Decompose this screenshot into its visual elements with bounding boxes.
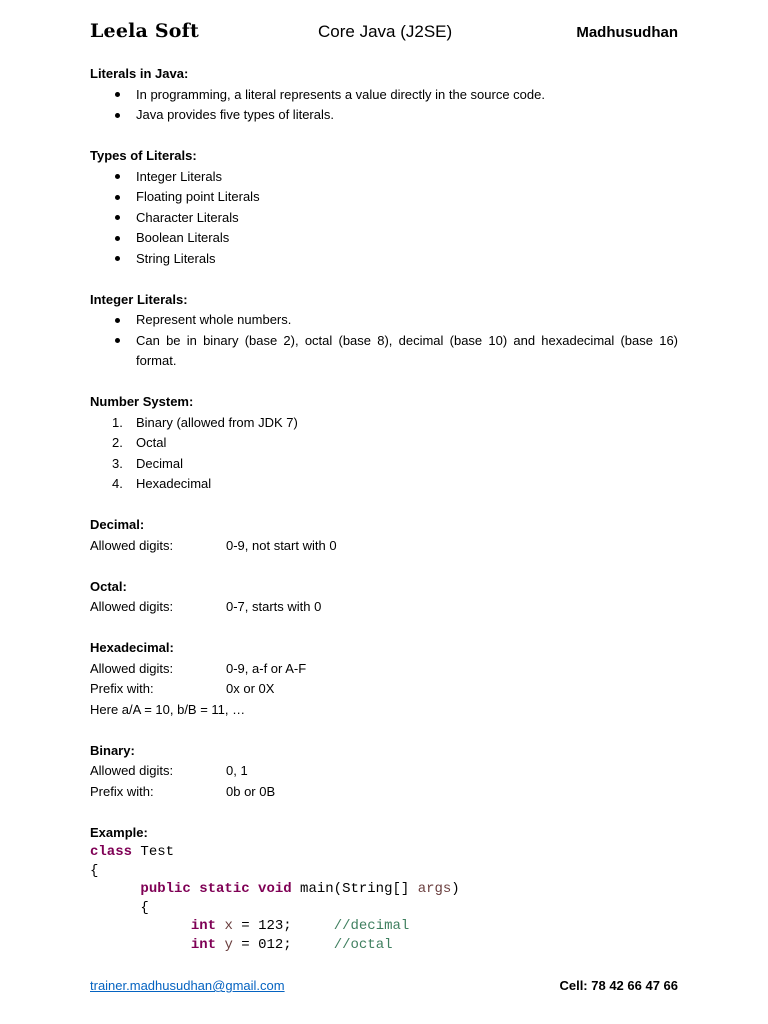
code-text: = 012; xyxy=(232,936,334,953)
list-text: Binary (allowed from JDK 7) xyxy=(136,414,298,430)
page-header xyxy=(90,20,678,46)
binary-prefix-row xyxy=(90,782,678,803)
binary-allowed-row xyxy=(90,761,678,782)
list-item: Floating point Literals xyxy=(90,187,678,208)
code-text: = 123; xyxy=(232,918,334,934)
list-number: 1. xyxy=(112,414,123,430)
row-value: 0-7, starts with 0 xyxy=(226,599,322,614)
list-text: Hexadecimal xyxy=(136,476,212,491)
cell-number: Cell: 78 42 66 47 66 xyxy=(559,978,678,993)
email-link[interactable]: trainer.madhusudhan@gmail.com xyxy=(90,978,285,993)
list-item: In programming, a literal represents a value directly in the source code. xyxy=(90,85,678,106)
author-name: Madhusudhan xyxy=(576,24,678,41)
row-label: Allowed digits: xyxy=(90,660,174,676)
code-keyword: int xyxy=(190,918,217,934)
row-label: Allowed digits: xyxy=(90,763,174,778)
row-value: 0x or 0X xyxy=(226,681,275,696)
types-heading: Types of Literals: xyxy=(90,148,197,163)
row-value: 0-9, not start with 0 xyxy=(226,537,337,553)
code-variable: y xyxy=(224,936,233,953)
row-value: 0-9, a-f or A-F xyxy=(226,660,307,676)
decimal-allowed-row xyxy=(90,536,678,557)
code-line xyxy=(90,880,678,899)
list-item: Boolean Literals xyxy=(90,228,678,249)
code-line xyxy=(90,843,678,862)
literals-heading: Literals in Java: xyxy=(90,66,189,81)
list-item xyxy=(90,433,678,454)
list-item: Integer Literals xyxy=(90,167,678,188)
octal-allowed-row xyxy=(90,597,678,618)
code-keyword: int xyxy=(190,936,217,953)
decimal-heading: Decimal: xyxy=(90,517,145,532)
number-system-heading: Number System: xyxy=(90,394,194,409)
hex-allowed-row xyxy=(90,659,678,680)
literals-list xyxy=(90,85,678,126)
code-line xyxy=(90,899,678,918)
row-value: 0, 1 xyxy=(226,763,248,778)
list-item xyxy=(90,474,678,495)
hex-note: Here a/A = 10, b/B = 11, … xyxy=(90,701,246,717)
code-text: Test xyxy=(132,844,175,860)
list-item: Can be in binary (base 2), octal (base 8), decimal (base 10) and hexadecimal (base 16) format. xyxy=(90,331,678,372)
hexadecimal-heading: Hexadecimal: xyxy=(90,640,174,655)
code-keyword: class xyxy=(90,844,133,860)
code-block xyxy=(90,843,678,954)
row-value: 0b or 0B xyxy=(226,783,276,799)
example-heading: Example: xyxy=(90,824,148,840)
number-system-list xyxy=(90,413,678,495)
code-variable: x xyxy=(224,918,233,934)
code-text: { xyxy=(90,862,99,879)
octal-heading: Octal: xyxy=(90,578,127,594)
code-comment: //octal xyxy=(333,936,393,953)
binary-heading: Binary: xyxy=(90,742,135,758)
code-line xyxy=(90,936,678,955)
row-label: Prefix with: xyxy=(90,681,154,696)
list-item: String Literals xyxy=(90,249,678,270)
list-item: Java provides five types of literals. xyxy=(90,105,678,126)
page-footer xyxy=(90,978,678,998)
code-keyword: public static void xyxy=(140,881,292,897)
row-label: Prefix with: xyxy=(90,783,154,799)
brand-name: Leela Soft xyxy=(90,20,200,42)
course-title: Core Java (J2SE) xyxy=(318,22,453,41)
list-item: Represent whole numbers. xyxy=(90,310,678,331)
integer-heading: Integer Literals: xyxy=(90,291,188,307)
code-text: main(String[] xyxy=(291,881,418,897)
document-body xyxy=(90,64,678,954)
list-number: 2. xyxy=(112,435,123,450)
list-text: Octal xyxy=(136,435,167,450)
list-text: Decimal xyxy=(136,455,183,471)
code-line xyxy=(90,862,678,881)
list-number: 4. xyxy=(112,476,123,491)
code-line xyxy=(90,917,678,936)
list-item xyxy=(90,454,678,475)
code-variable: args xyxy=(417,881,452,897)
integer-list xyxy=(90,310,678,372)
code-text: ) xyxy=(451,881,460,897)
hex-prefix-row xyxy=(90,679,678,700)
list-item: Character Literals xyxy=(90,208,678,229)
list-number: 3. xyxy=(112,455,123,471)
list-item xyxy=(90,413,678,434)
code-comment: //decimal xyxy=(333,918,410,934)
row-label: Allowed digits: xyxy=(90,537,174,553)
code-text: { xyxy=(140,899,149,916)
types-list xyxy=(90,167,678,270)
row-label: Allowed digits: xyxy=(90,599,174,614)
